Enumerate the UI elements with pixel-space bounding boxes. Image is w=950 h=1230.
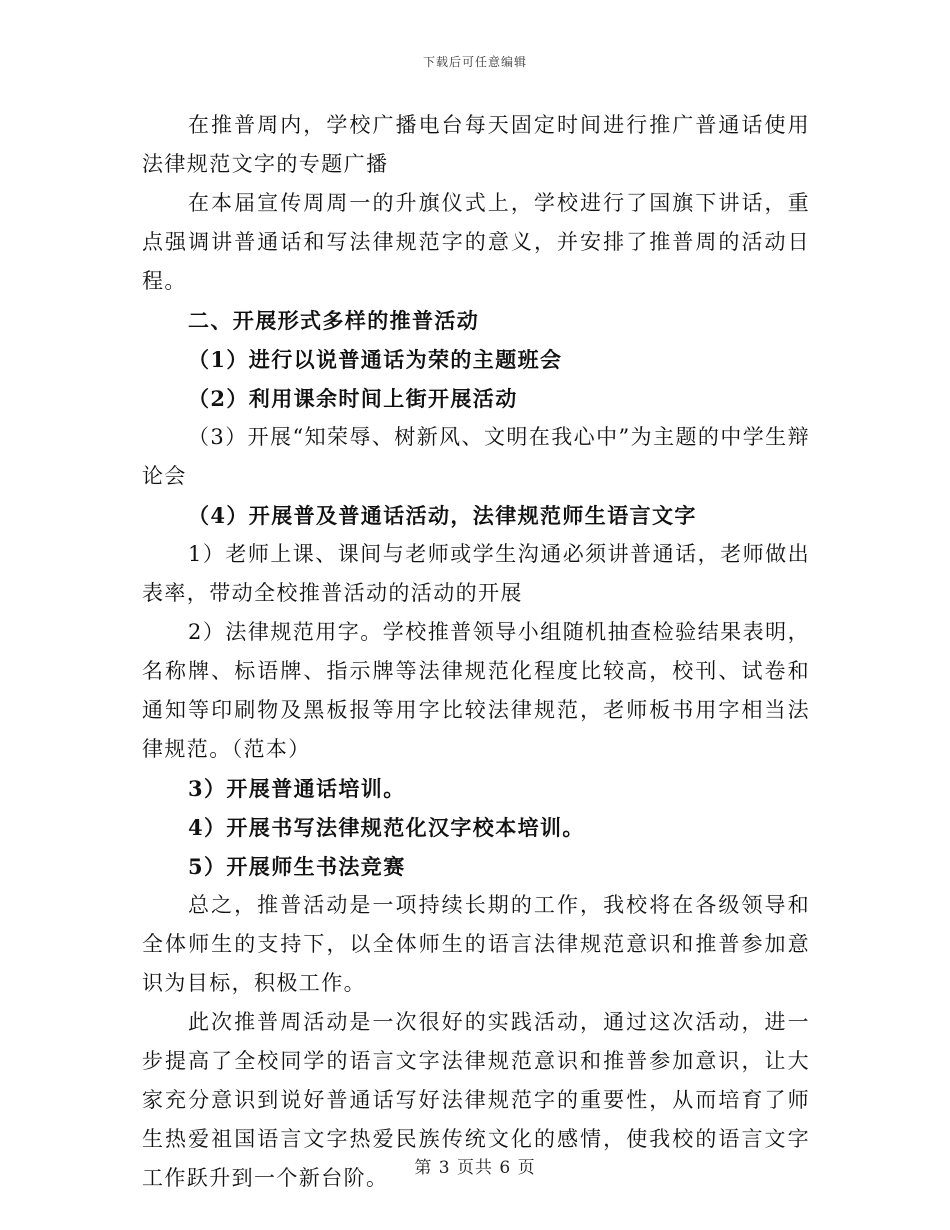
section-heading-activities: 二、开展形式多样的推普活动 [188, 308, 480, 333]
list-item-class-meeting: （1）进行以说普通话为荣的主题班会 [188, 347, 563, 372]
paragraph-flag-ceremony: 在本届宣传周周一的升旗仪式上，学校进行了国旗下讲话，重点强调讲普通话和写法律规范字的意义，并安排了推普周的活动日程。 [142, 191, 810, 293]
page-footer: 第 3 页共 6 页 [414, 1158, 536, 1178]
sub-item-teachers: 1）老师上课、课间与老师或学生沟通必须讲普通话，老师做出表率，带动全校推普活动的活动的开展 [142, 542, 810, 605]
page-header: 下载后可任意编辑 [422, 55, 527, 69]
list-item-popularize: （4）开展普及普通话活动，法律规范师生语言文字 [188, 503, 697, 528]
paragraph-conclusion: 此次推普周活动是一次很好的实践活动，通过这次活动，进一步提高了全校同学的语言文字法律规范意识和推普参加意识，让大家充分意识到说好普通话写好法律规范字的重要性，从而培育了师生热爱祖国语言文字热爱民族传统文化的感情，使我校的语言文字工作跃升到一个新台阶。 [142, 1010, 810, 1190]
document-body [142, 106, 810, 1198]
paragraph-broadcast: 在推普周内，学校广播电台每天固定时间进行推广普通话使用法律规范文字的专题广播 [142, 113, 810, 176]
sub-item-standard-characters: 2）法律规范用字。学校推普领导小组随机抽查检验结果表明，名称牌、标语牌、指示牌等法律规范化程度比较高，校刊、试卷和通知等印刷物及黑板报等用字比较法律规范，老师板书用字相当法律规范。（范本） [142, 620, 810, 761]
sub-item-writing-training: 4）开展书写法律规范化汉字校本培训。 [188, 815, 585, 840]
list-item-debate: （3）开展“知荣辱、树新风、文明在我心中”为主题的中学生辩论会 [142, 425, 810, 488]
sub-item-training: 3）开展普通话培训。 [188, 776, 406, 801]
list-item-street-activity: （2）利用课余时间上街开展活动 [188, 386, 518, 411]
paragraph-summary: 总之，推普活动是一项持续长期的工作，我校将在各级领导和全体师生的支持下，以全体师生的语言法律规范意识和推普参加意识为目标，积极工作。 [142, 893, 810, 995]
sub-item-calligraphy: 5）开展师生书法竞赛 [188, 854, 406, 879]
